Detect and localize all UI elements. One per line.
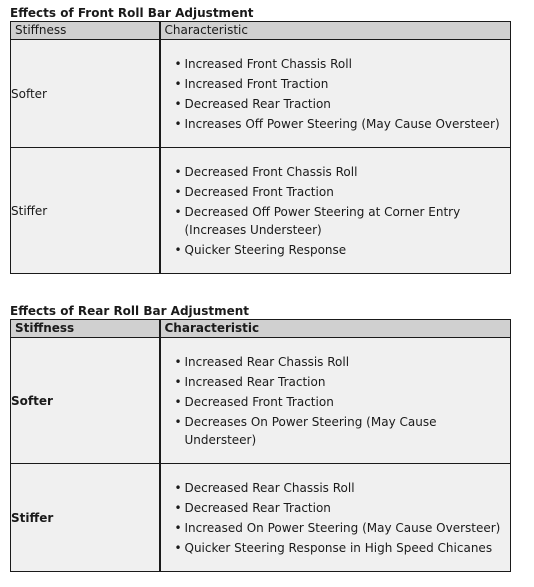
list-item: • Decreased Rear Traction xyxy=(175,95,507,113)
table-row xyxy=(11,148,511,274)
front-stiffer-label: Stiffer xyxy=(11,148,160,274)
list-item: • Increased Rear Traction xyxy=(175,373,507,391)
list-item: • Decreased Front Traction xyxy=(175,393,507,411)
list-item: • Decreased Front Chassis Roll xyxy=(175,163,507,181)
front-header-row xyxy=(11,22,511,40)
list-item: • Increased On Power Steering (May Cause Oversteer) xyxy=(175,519,507,537)
table-row xyxy=(11,464,511,572)
rear-header-stiffness: Stiffness xyxy=(11,320,160,338)
list-item: • Quicker Steering Response in High Speed Chicanes xyxy=(175,539,507,557)
rear-stiffer-label: Stiffer xyxy=(11,464,160,572)
table-row xyxy=(11,40,511,148)
table-row xyxy=(11,338,511,464)
list-item: • Increased Front Chassis Roll xyxy=(175,55,507,73)
list-item: • Increased Front Traction xyxy=(175,75,507,93)
list-item: • Decreases On Power Steering (May Cause Understeer) xyxy=(175,413,507,449)
rear-softer-characteristics xyxy=(160,338,511,464)
list-item: • Decreased Front Traction xyxy=(175,183,507,201)
front-softer-characteristics xyxy=(160,40,511,148)
rear-roll-bar-table xyxy=(10,319,511,572)
front-header-stiffness: Stiffness xyxy=(11,22,160,40)
list-item: • Decreased Off Power Steering at Corner Entry (Increases Understeer) xyxy=(175,203,507,239)
front-stiffer-characteristics xyxy=(160,148,511,274)
list-item: • Decreased Rear Traction xyxy=(175,499,507,517)
rear-header-characteristic: Characteristic xyxy=(160,320,511,338)
front-roll-bar-section xyxy=(10,6,510,274)
rear-roll-bar-section xyxy=(10,304,510,572)
list-item: • Increases Off Power Steering (May Cause Oversteer) xyxy=(175,115,507,133)
front-header-characteristic: Characteristic xyxy=(160,22,511,40)
rear-table-caption: Effects of Rear Roll Bar Adjustment xyxy=(10,304,250,318)
rear-header-row xyxy=(11,320,511,338)
list-item: • Decreased Rear Chassis Roll xyxy=(175,479,507,497)
list-item: • Quicker Steering Response xyxy=(175,241,507,259)
rear-stiffer-characteristics xyxy=(160,464,511,572)
front-roll-bar-table xyxy=(10,21,511,274)
front-softer-label: Softer xyxy=(11,40,160,148)
front-table-caption: Effects of Front Roll Bar Adjustment xyxy=(10,6,254,20)
list-item: • Increased Rear Chassis Roll xyxy=(175,353,507,371)
rear-softer-label: Softer xyxy=(11,338,160,464)
